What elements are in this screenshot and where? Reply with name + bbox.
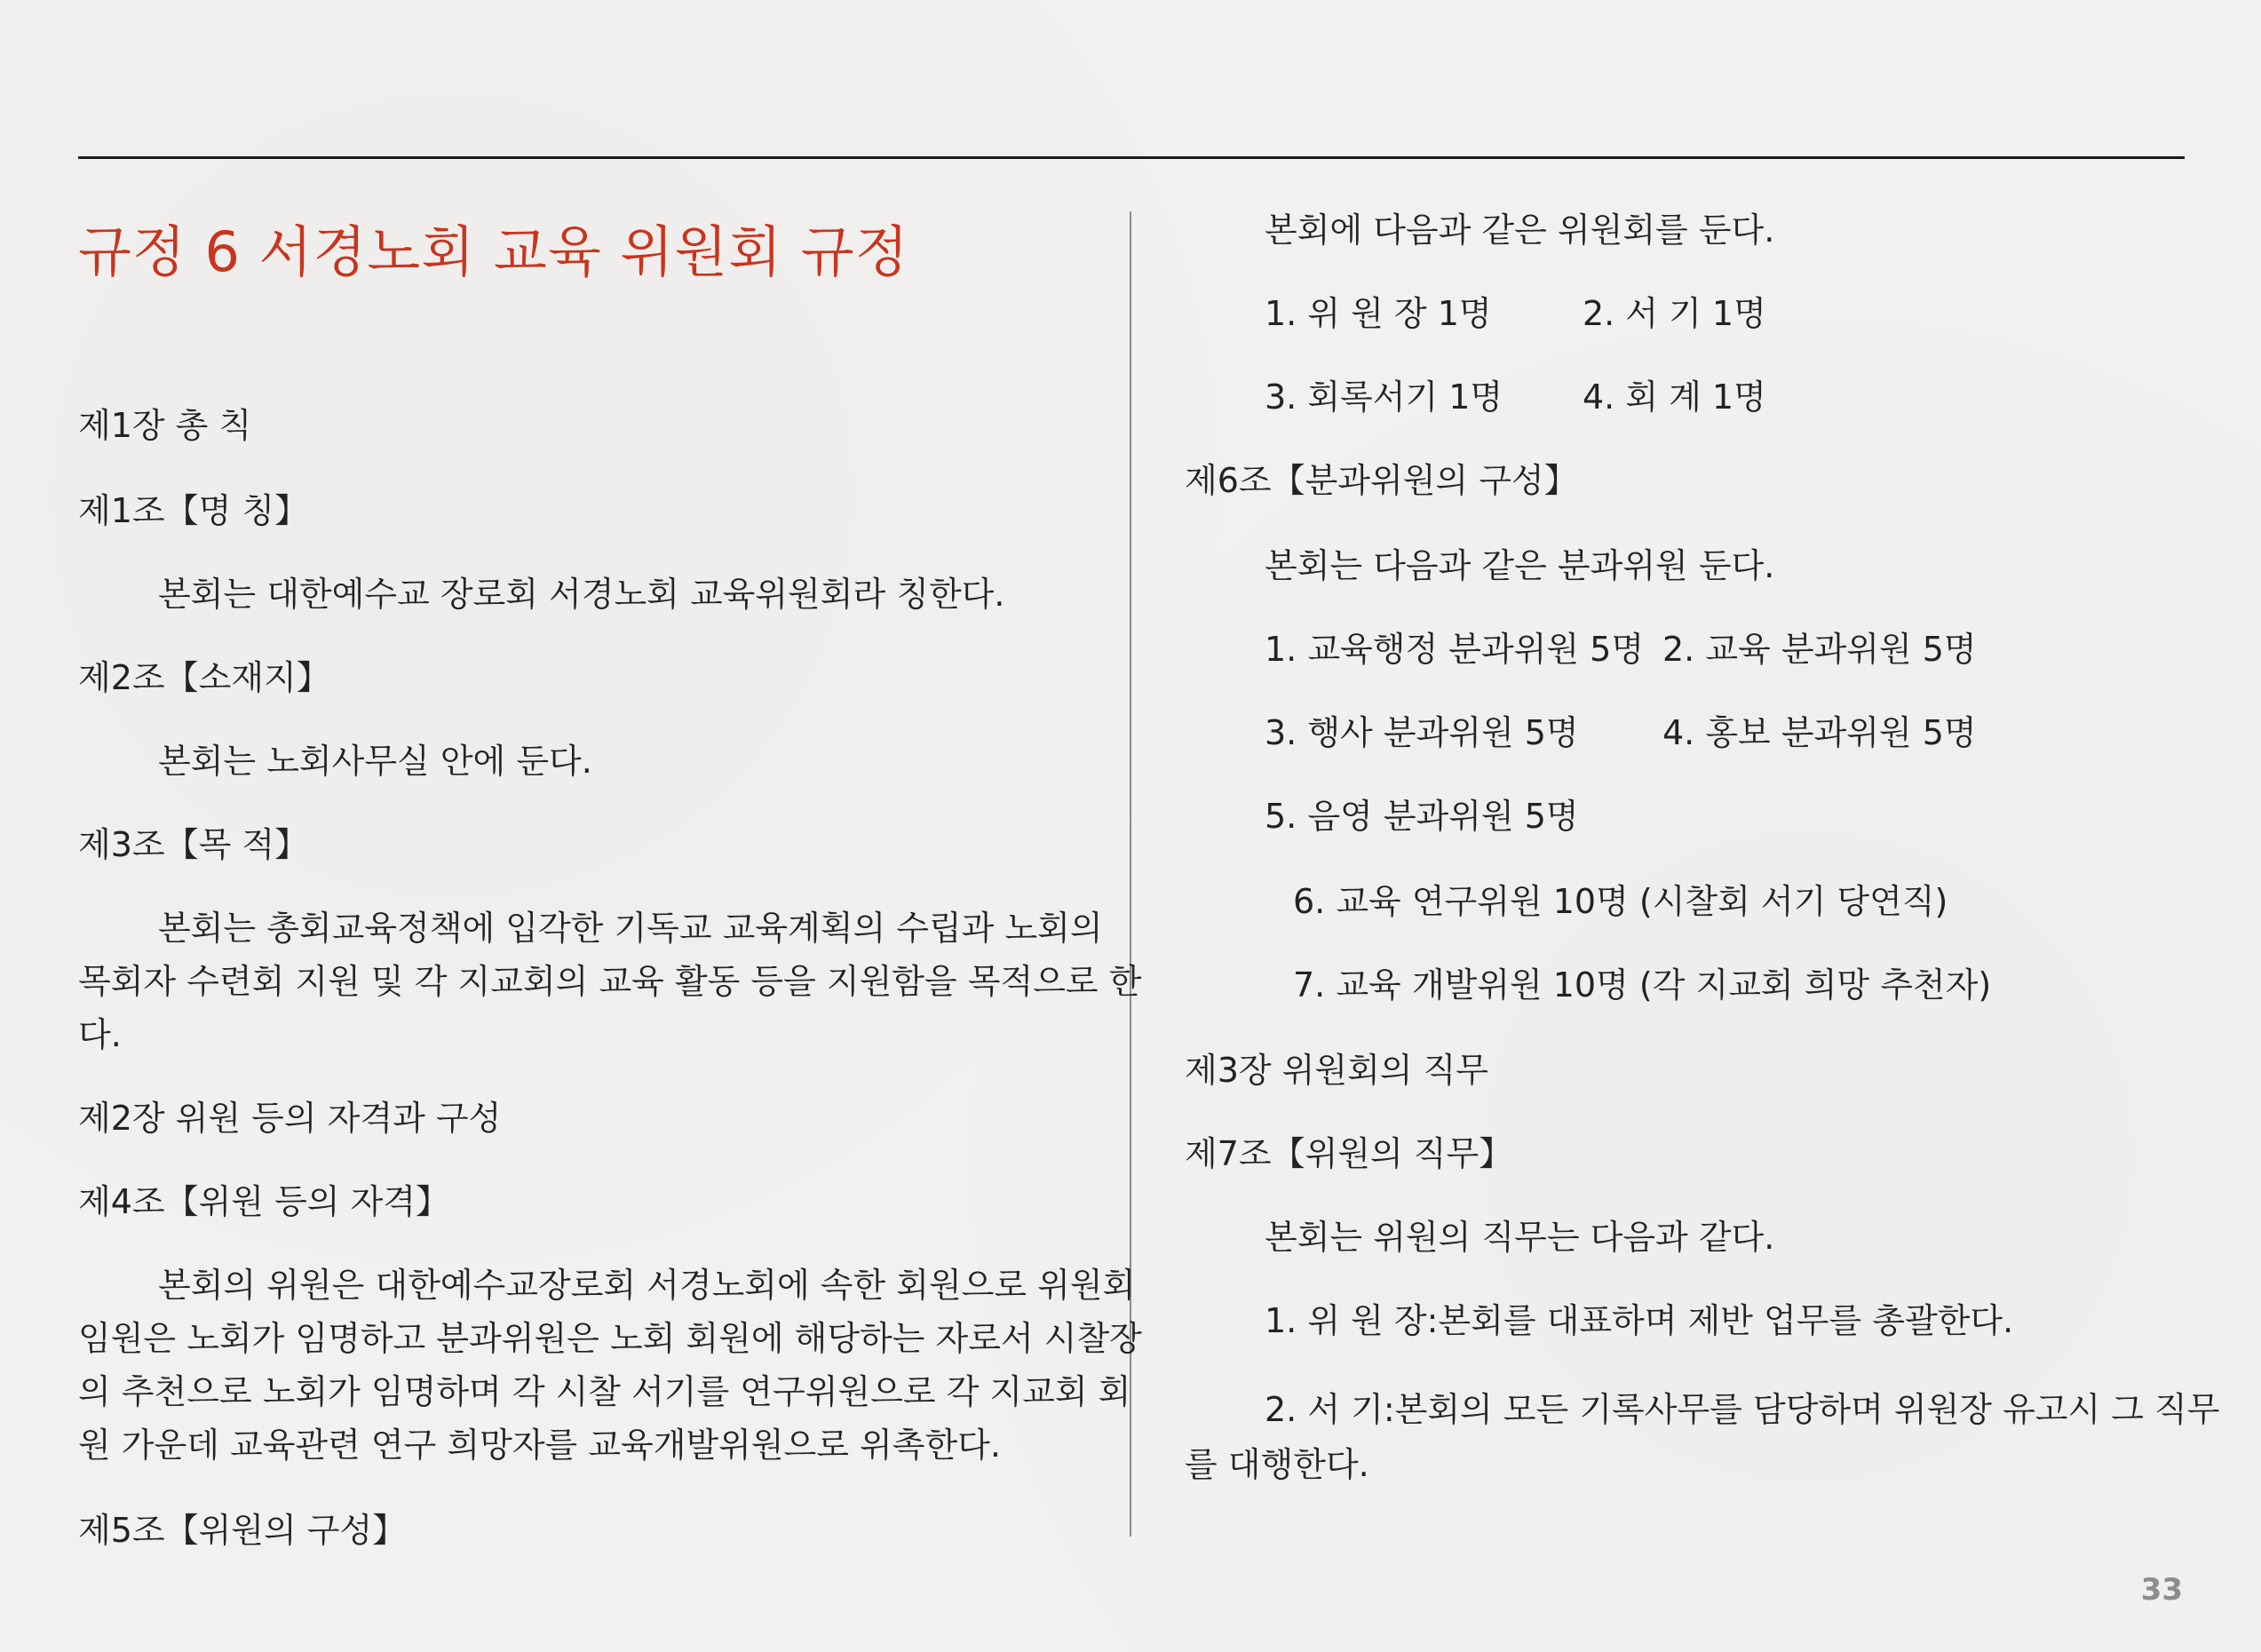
subcommittee-item: 3. 행사 분과위원 5명 — [1265, 713, 1579, 752]
article-4-body-line: 원 가운데 교육관련 연구 희망자를 교육개발위원으로 위촉한다. — [78, 1426, 1001, 1465]
subcommittee-item: 7. 교육 개발위원 10명 (각 지교회 희망 추천자) — [1293, 965, 1992, 1005]
page-number: 33 — [2140, 1572, 2183, 1608]
article-6-body: 본회는 다음과 같은 분과위원 둔다. — [1265, 546, 1775, 585]
article-4-body-line: 임원은 노회가 임명하고 분과위원은 노회 회원에 해당하는 자로서 시찰장 — [78, 1319, 1142, 1358]
article-5-heading: 제5조【위원의 구성】 — [78, 1511, 407, 1550]
article-2-heading: 제2조【소재지】 — [78, 658, 330, 697]
article-7-body: 본회는 위원의 직무는 다음과 같다. — [1265, 1218, 1775, 1257]
officer-item: 3. 회록서기 1명 — [1265, 377, 1503, 417]
duty-item: 2. 서 기:본회의 모든 기록사무를 담당하며 위원장 유고시 그 직무 — [1265, 1390, 2220, 1429]
duty-item: 를 대행한다. — [1185, 1445, 1369, 1484]
subcommittee-item: 4. 홍보 분과위원 5명 — [1662, 713, 1977, 752]
article-5-body: 본회에 다음과 같은 위원회를 둔다. — [1265, 210, 1775, 250]
header-rule — [78, 156, 2185, 159]
subcommittee-item: 2. 교육 분과위원 5명 — [1662, 630, 1977, 669]
duty-item: 1. 위 원 장:본회를 대표하며 제반 업무를 총괄한다. — [1265, 1301, 2014, 1340]
officer-item: 4. 회 계 1명 — [1583, 377, 1766, 417]
article-3-body-line: 본회는 총회교육정책에 입각한 기독교 교육계획의 수립과 노회의 — [158, 909, 1103, 948]
article-3-heading: 제3조【목 적】 — [78, 825, 309, 864]
document-title: 규정 6 서경노회 교육 위원회 규정 — [78, 219, 909, 284]
article-1-heading: 제1조【명 칭】 — [78, 491, 309, 530]
article-1-body: 본회는 대한예수교 장로회 서경노회 교육위원회라 칭한다. — [158, 575, 1005, 614]
chapter-1-heading: 제1장 총 칙 — [78, 406, 252, 445]
article-6-heading: 제6조【분과위원의 구성】 — [1185, 461, 1578, 500]
subcommittee-item: 1. 교육행정 분과위원 5명 — [1265, 630, 1645, 669]
chapter-3-heading: 제3장 위원회의 직무 — [1185, 1051, 1488, 1090]
article-4-body-line: 본회의 위원은 대한예수교장로회 서경노회에 속한 회원으로 위원회 — [158, 1266, 1136, 1305]
article-4-body-line: 의 추천으로 노회가 임명하며 각 시찰 서기를 연구위원으로 각 지교회 회 — [78, 1372, 1131, 1411]
officer-item: 1. 위 원 장 1명 — [1265, 294, 1492, 333]
subcommittee-item: 6. 교육 연구위원 10명 (시찰회 서기 당연직) — [1293, 882, 1948, 921]
article-3-body-line: 다. — [78, 1015, 122, 1054]
article-4-heading: 제4조【위원 등의 자격】 — [78, 1182, 449, 1221]
subcommittee-item: 5. 음영 분과위원 5명 — [1265, 797, 1579, 836]
officer-item: 2. 서 기 1명 — [1583, 294, 1766, 333]
article-7-heading: 제7조【위원의 직무】 — [1185, 1134, 1513, 1173]
article-3-body-line: 목회자 수련회 지원 및 각 지교회의 교육 활동 등을 지원함을 목적으로 한 — [78, 962, 1142, 1001]
article-2-body: 본회는 노회사무실 안에 둔다. — [158, 742, 592, 781]
chapter-2-heading: 제2장 위원 등의 자격과 구성 — [78, 1099, 502, 1138]
